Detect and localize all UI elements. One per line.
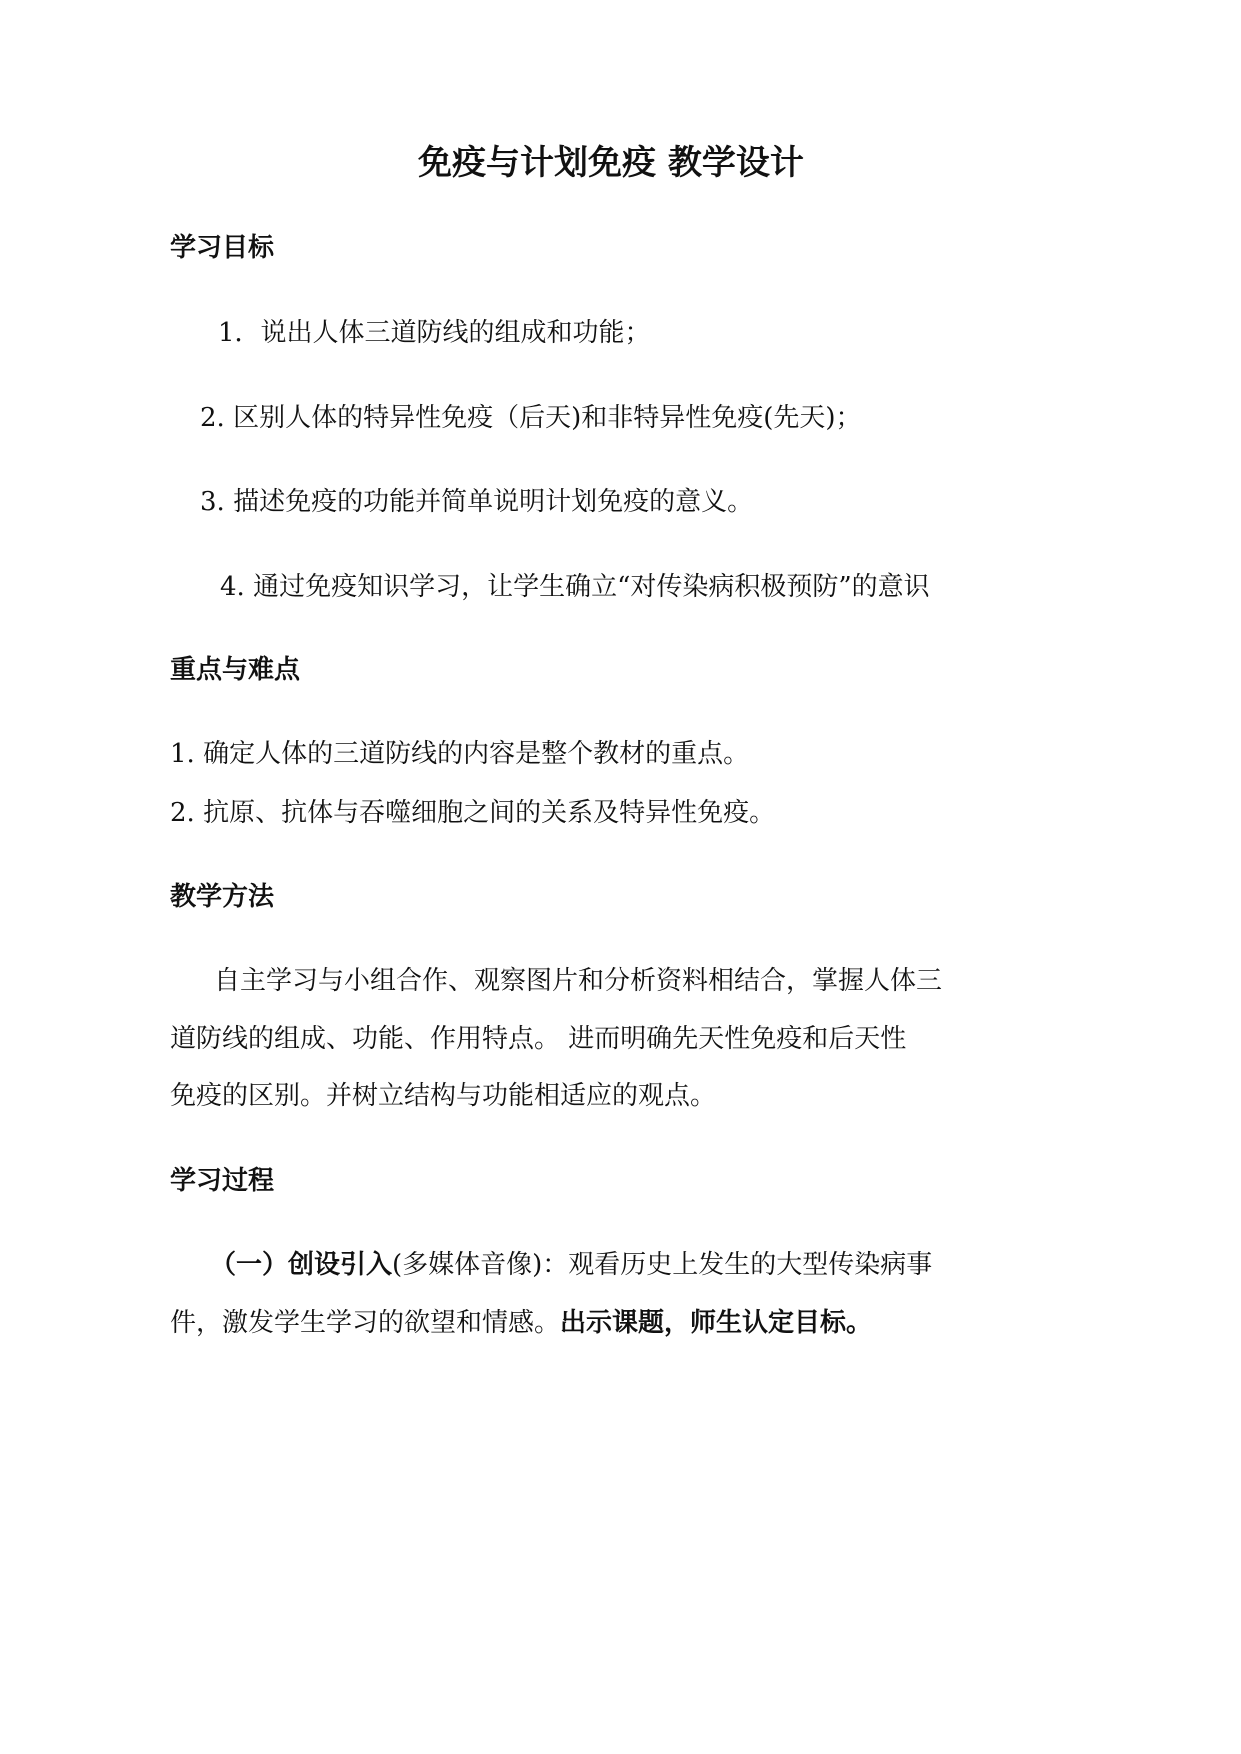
section-heading-key-points: 重点与难点 (170, 655, 301, 685)
section-heading-objectives: 学习目标 (170, 233, 275, 263)
process-step-1-emphasis: 出示课题，师生认定目标。 (560, 1308, 873, 1338)
methods-paragraph-line-3: 免疫的区别。并树立结构与功能相适应的观点。 (170, 1081, 717, 1111)
document-title: 免疫与计划免疫 教学设计 (418, 143, 804, 183)
process-step-1-text: (多媒体音像)：观看历史上发生的大型传染病事 (392, 1250, 933, 1280)
section-heading-process: 学习过程 (170, 1166, 275, 1196)
objective-item-3: 3. 描述免疫的功能并简单说明计划免疫的意义。 (200, 487, 754, 517)
objective-item-1: 1．说出人体三道防线的组成和功能； (218, 318, 651, 348)
section-heading-methods: 教学方法 (170, 882, 275, 912)
methods-paragraph-line-1: 自主学习与小组合作、观察图片和分析资料相结合，掌握人体三 (214, 966, 943, 996)
objective-item-4: 4. 通过免疫知识学习，让学生确立“对传染病积极预防”的意识 (220, 572, 930, 602)
key-point-item-2: 2. 抗原、抗体与吞噬细胞之间的关系及特异性免疫。 (170, 798, 776, 828)
process-step-1-line-1 (210, 1248, 932, 1282)
objective-item-2: 2. 区别人体的特异性免疫（后天)和非特异性免疫(先天)； (200, 403, 862, 433)
methods-paragraph-line-2: 道防线的组成、功能、作用特点。 进而明确先天性免疫和后天性 (170, 1024, 907, 1054)
process-step-1-line-2 (170, 1306, 872, 1340)
process-step-1-line-2-text: 件，激发学生学习的欲望和情感。 (170, 1308, 561, 1338)
process-step-1-label: （一）创设引入 (210, 1250, 393, 1280)
key-point-item-1: 1. 确定人体的三道防线的内容是整个教材的重点。 (170, 739, 750, 769)
